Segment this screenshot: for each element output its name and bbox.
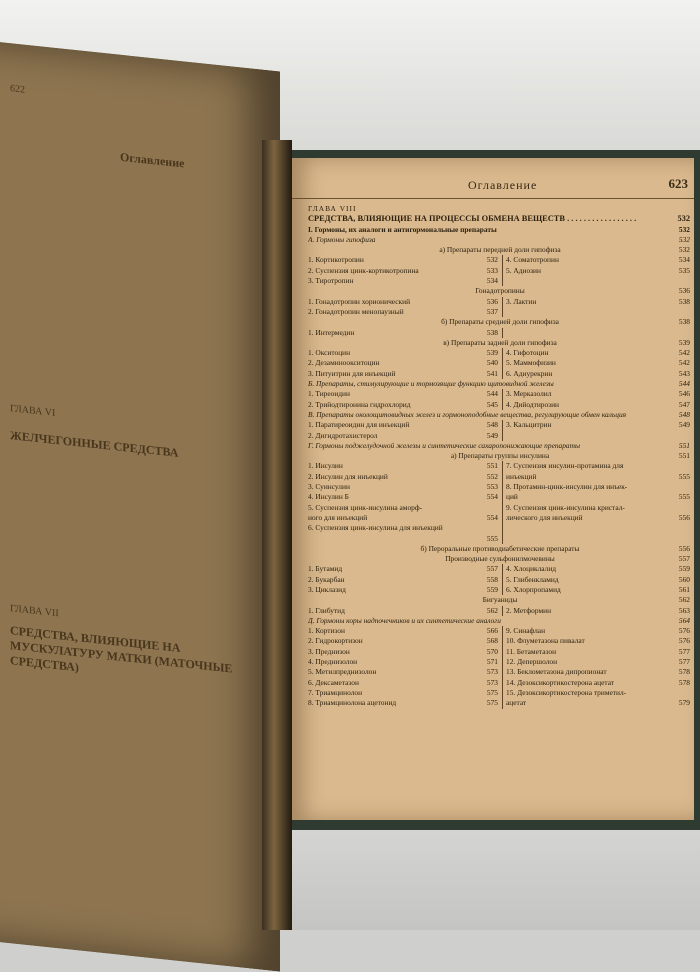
toc-entry-text: 1. Кортикотропин	[308, 255, 364, 265]
toc-entry-text: 3. Питуитрин для инъекций	[308, 368, 396, 378]
toc-entry-text: 573	[486, 677, 498, 687]
toc-entry-text: 2. Трийодтиронина гидрохлорид	[308, 399, 411, 409]
left-page-number: 622	[10, 83, 25, 96]
entry-group	[308, 389, 692, 410]
toc-entry-text: 573	[486, 667, 498, 677]
toc-entry-row: 2. Гонадотропин менопаузный 537	[308, 307, 692, 317]
group-heading: Гонадотропины 536	[475, 286, 690, 296]
toc-entry-row: 1. Гонадотропин хорионический 536 3. Лактин 538	[308, 296, 690, 306]
toc-entry-text: 578	[678, 677, 690, 687]
toc-entry-text: 8. Триамцинолона ацетонид	[308, 698, 397, 708]
toc-entry-row	[308, 523, 692, 533]
toc-entry-row: 1. Глибутид 562 2. Метформин 563	[308, 605, 690, 615]
subsection-heading: Д. Гормоны коры надпочечников и их синтетические аналоги 564	[308, 615, 690, 625]
chapter-title: СРЕДСТВА, ВЛИЯЮЩИЕ НА ПРОЦЕССЫ ОБМЕНА ВЕЩЕСТВ . . . . . . . . . . . . . . . . . 532	[308, 214, 690, 224]
toc-entry-text: 1. Бутамид	[308, 564, 343, 574]
toc-entry-text: 3. Тиротропин	[308, 276, 354, 286]
toc-entry-row	[308, 585, 692, 595]
toc-entry-row	[308, 513, 692, 523]
toc-entry-text: 559	[486, 584, 498, 594]
toc-entry-text: лического для инъекций	[506, 512, 583, 522]
toc-entry-text: 13. Беклометазона дипропионат	[506, 667, 607, 677]
toc-entry-text: 4. Хлоциклалид	[506, 564, 557, 574]
toc-entry-text: 549	[486, 430, 498, 440]
toc-entry-text: 3. Суинсулин	[308, 482, 350, 492]
toc-entry-text: 547	[678, 399, 690, 409]
toc-entry-text: 2. Инсулин для инъекций	[308, 471, 388, 481]
left-chapter-6-title: ЖЕЛЧЕГОННЫЕ СРЕДСТВА	[10, 428, 179, 460]
page-number: 623	[668, 176, 688, 191]
left-chapter-7: ГЛАВА VII	[10, 603, 59, 620]
toc-entry-text: 5. Глибенкламид	[506, 574, 559, 584]
toc-entry-text: ций	[506, 492, 518, 502]
toc-entry-text: 3. Преднизон	[308, 646, 350, 656]
toc-entry-row	[308, 420, 692, 430]
toc-entry-text: 570	[486, 646, 498, 656]
toc-entry-text: 1. Окситоцин	[308, 348, 351, 358]
toc-entry-text: 10. Флуметазона пивалат	[506, 636, 585, 646]
toc-entry-row	[308, 472, 692, 482]
toc-entry-row	[308, 647, 692, 657]
toc-entry-row	[308, 503, 692, 513]
toc-entry-text: 546	[678, 389, 690, 399]
toc-entry-row	[308, 667, 692, 677]
group-heading: б) Пероральные противодиабетические препараты 556	[420, 543, 690, 553]
book-spine	[262, 140, 292, 930]
toc-entry-text: 532	[486, 255, 498, 265]
toc-entry-text: 5. Маммофизин	[506, 358, 556, 368]
toc-entry-text: 534	[678, 255, 690, 265]
toc-entry-row	[308, 492, 692, 502]
toc-entry-text: 557	[486, 564, 498, 574]
toc-entry-text: 539	[486, 348, 498, 358]
toc-entry-row	[308, 698, 692, 708]
toc-entry-text: 4. Инсулин Б	[308, 492, 349, 502]
toc-entry-text: 549	[678, 420, 690, 430]
chapter-label: ГЛАВА VIII	[308, 204, 357, 213]
toc-entry-text: 579	[678, 698, 690, 708]
toc-entry-text: 556	[678, 512, 690, 522]
toc-entry-row	[308, 626, 692, 636]
entry-group	[308, 255, 692, 286]
toc-entry-row	[308, 400, 692, 410]
toc-entry-text: 3. Мерказолил	[506, 389, 552, 399]
toc-entry-row	[308, 358, 692, 368]
left-chapter-7-title: СРЕДСТВА, ВЛИЯЮЩИЕ НА МУСКУЛАТУРУ МАТКИ (МАТОЧНЫЕ СРЕДСТВА)	[10, 623, 233, 676]
subsection-heading: Б. Препараты, стимулирующие и тормозящие функцию щитовидной железы 544	[308, 379, 690, 389]
group-heading: б) Препараты средней доли гипофиза 538	[441, 317, 690, 327]
page-header-title: Оглавление	[468, 178, 538, 192]
toc-entry-text: 6. Дексаметазон	[308, 677, 359, 687]
group-heading: Бигуаниды 562	[482, 595, 690, 605]
toc-entry-row	[308, 636, 692, 646]
entry-group	[308, 626, 692, 708]
toc-entry-row	[308, 688, 692, 698]
toc-entry-text: 535	[678, 265, 690, 275]
toc-entry-text: 555	[486, 533, 498, 543]
toc-entry-text: 542	[678, 348, 690, 358]
toc-entry-text: 542	[678, 358, 690, 368]
toc-entry-text: 548	[486, 420, 498, 430]
toc-entry-text: 545	[486, 399, 498, 409]
toc-entry-row	[308, 534, 692, 544]
toc-entry-text: 576	[678, 636, 690, 646]
right-page	[292, 158, 694, 820]
toc-entry-text: 7. Суспензия инсулин-протамина для	[506, 461, 624, 471]
toc-entry-text: 544	[486, 389, 498, 399]
toc-entry-text: 14. Дезоксикортикостерона ацетат	[506, 677, 615, 687]
toc-entry-text: 2. Дезаминоокситоцин	[308, 358, 380, 368]
toc-entry-text: 3. Кальцитрин	[506, 420, 552, 430]
toc-entry-text: 1. Инсулин	[308, 461, 343, 471]
toc-entry-text: 533	[486, 265, 498, 275]
section-heading: I. Гормоны, их аналоги и антигормональные препараты 532	[308, 224, 690, 234]
toc-entry-text: 2. Гидрокортизон	[308, 636, 363, 646]
toc-entry-text: 5. Метилпреднизолон	[308, 667, 377, 677]
toc-entry-text: 575	[486, 687, 498, 697]
entry-group	[308, 564, 692, 595]
toc-entry-text: 541	[486, 368, 498, 378]
left-chapter-6: ГЛАВА VI	[10, 403, 56, 419]
toc-entry-text: 566	[486, 626, 498, 636]
toc-entry-text: 540	[486, 358, 498, 368]
toc-entry-text: 1. Кортизон	[308, 626, 345, 636]
page-header	[292, 176, 694, 199]
toc-entry-row	[308, 657, 692, 667]
left-page-header: Оглавление	[120, 149, 185, 171]
toc-entry-row	[308, 389, 692, 399]
toc-entry-row	[308, 266, 692, 276]
toc-entry-text: 1. Тиреоидин	[308, 389, 350, 399]
toc-entry-text: 551	[486, 461, 498, 471]
toc-entry-text: 9. Синафлан	[506, 626, 546, 636]
toc-entry-text: 3. Циклазид	[308, 584, 346, 594]
toc-entry-text: 2. Суспензия цинк-кортикотропина	[308, 265, 419, 275]
toc-entry-text: 543	[678, 368, 690, 378]
toc-entry-row	[308, 482, 692, 492]
toc-entry-row	[308, 348, 692, 358]
entry-group	[308, 461, 692, 543]
subsection-heading: В. Препараты околощитовидных желез и гормоноподобные вещества, регулирующие обмен кальция 548	[308, 409, 690, 419]
toc-entry-text: 9. Суспензия цинк-инсулина кристал-	[506, 502, 625, 512]
toc-entry-text: 578	[678, 667, 690, 677]
toc-entry-text: 4. Дийодтирозин	[506, 399, 559, 409]
toc-entry-text: ацетат	[506, 698, 527, 708]
toc-entry-text: 555	[678, 492, 690, 502]
toc-entry-text: 6. Хлорпропамид	[506, 584, 561, 594]
left-page	[0, 40, 280, 972]
group-heading: а) Препараты группы инсулина 551	[450, 451, 690, 461]
toc-entry-text: 575	[486, 698, 498, 708]
toc-entry-text: 554	[486, 492, 498, 502]
toc-entry-row	[308, 575, 692, 585]
toc-entry-text: 8. Протамин-цинк-инсулин для инъек-	[506, 482, 628, 492]
toc-entry-text: 5. Суспензия цинк-инсулина аморф-	[308, 502, 423, 512]
toc-entry-row	[308, 678, 692, 688]
group-heading: а) Препараты передней доли гипофиза 532	[439, 245, 690, 255]
toc-entry-text: 559	[678, 564, 690, 574]
toc-entry-text: 6. Суспензия цинк-инсулина для инъекций	[308, 523, 443, 533]
toc-entry-text: 1. Паратиреоидин для инъекций	[308, 420, 410, 430]
entry-group	[308, 420, 692, 441]
toc-entry-text: 555	[678, 471, 690, 481]
toc-entry-row	[308, 431, 692, 441]
group-heading: в) Препараты задней доли гипофиза 539	[443, 337, 690, 347]
toc-entry-text: 7. Триамцинолон	[308, 687, 363, 697]
toc-entry-text: 553	[486, 482, 498, 492]
toc-entry-text: 577	[678, 646, 690, 656]
group-heading: Производные сульфонилмочевины 557	[445, 554, 690, 564]
toc-entry-text: инъекций	[506, 471, 537, 481]
subsection-heading: A. Гормоны гипофиза 532	[308, 234, 690, 244]
toc-entry-text: 568	[486, 636, 498, 646]
toc-entry-text: 577	[678, 657, 690, 667]
toc-entry-text: 2. Дигидротахистерол	[308, 430, 378, 440]
toc-entry-row: 1. Интермедин 538	[308, 328, 692, 338]
subsection-heading: Г. Гормоны поджелудочной железы и синтетические сахаропонижающие препараты 551	[308, 440, 690, 450]
toc-entry-row	[308, 255, 692, 265]
toc-entry-text: 12. Депершолон	[506, 657, 558, 667]
toc-entry-row	[308, 276, 692, 286]
toc-entry-text: 6. Адиурекрин	[506, 368, 553, 378]
toc-entry-row	[308, 461, 692, 471]
toc-entry-text: 560	[678, 574, 690, 584]
toc-entry-text: 15. Дезоксикортикостерона триметил-	[506, 687, 627, 697]
toc-entry-text: ного для инъекций	[308, 512, 368, 522]
toc-entry-text: 534	[486, 276, 498, 286]
toc-entry-text: 561	[678, 584, 690, 594]
toc-entry-row	[308, 369, 692, 379]
entry-group	[308, 348, 692, 379]
toc-entry-text: 11. Бетаметазон	[506, 646, 557, 656]
toc-entry-text: 4. Соматотропин	[506, 255, 559, 265]
toc-entry-text: 4. Гифотоцин	[506, 348, 549, 358]
toc-entry-text: 558	[486, 574, 498, 584]
toc-entry-text: 576	[678, 626, 690, 636]
toc-entry-row	[308, 564, 692, 574]
toc-entry-text: 554	[486, 512, 498, 522]
toc-entry-text: 2. Букарбан	[308, 574, 345, 584]
toc-entry-text: 5. Адиозин	[506, 265, 541, 275]
toc-entry-text: 552	[486, 471, 498, 481]
toc-entry-text: 4. Преднизолон	[308, 657, 358, 667]
table-of-contents	[308, 204, 692, 709]
toc-entry-text: 571	[486, 657, 498, 667]
